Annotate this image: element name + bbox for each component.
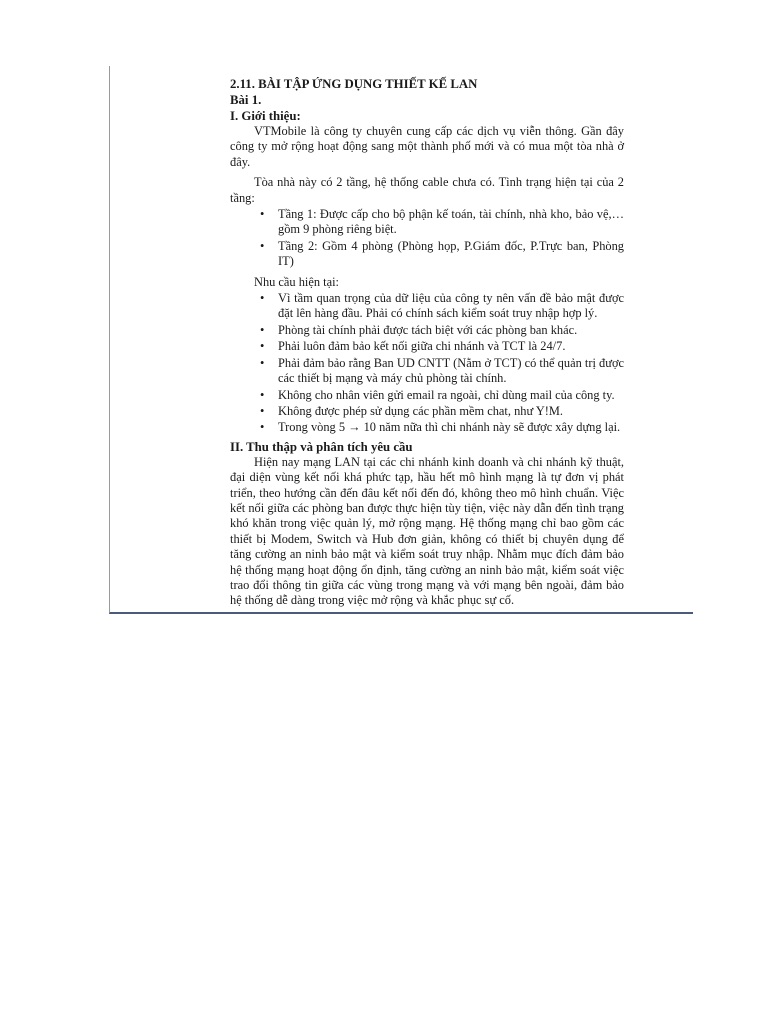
building-paragraph: Tòa nhà này có 2 tầng, hệ thống cable chưa có. Tình trạng hiện tại của 2 tầng: (230, 175, 624, 205)
list-item: • Tầng 2: Gồm 4 phòng (Phòng họp, P.Giám đốc, P.Trực ban, Phòng IT) (260, 238, 624, 269)
floor-list (230, 207, 624, 270)
bullet-icon: • (260, 207, 265, 222)
bullet-icon: • (260, 322, 265, 337)
bullet-icon: • (260, 339, 265, 354)
needs-label: Nhu cầu hiện tại: (254, 274, 339, 289)
list-item: • Trong vòng 5 → 10 năm nữa thì chi nhánh này sẽ được xây dựng lại. (260, 420, 621, 435)
needs-list (230, 291, 624, 436)
exercise-title: Bài 1. (230, 93, 262, 107)
section-heading: 2.11. BÀI TẬP ỨNG DỤNG THIẾT KẾ LAN (230, 77, 478, 91)
intro-title: I. Giới thiệu: (230, 109, 301, 123)
list-item: • Phòng tài chính phải được tách biệt với các phòng ban khác. (260, 322, 578, 337)
bullet-icon: • (260, 291, 265, 306)
list-item: • Không cho nhân viên gửi email ra ngoài, chỉ dùng mail của công ty. (260, 387, 615, 402)
bullet-icon: • (260, 387, 265, 402)
bullet-icon: • (260, 420, 265, 435)
list-item: • Không được phép sử dụng các phần mềm chat, như Y!M. (260, 403, 564, 418)
bullet-icon: • (260, 238, 265, 253)
list-item: • Tầng 1: Được cấp cho bộ phận kế toán, tài chính, nhà kho, bảo vệ,… gồm 9 phòng riêng biệt. (260, 207, 624, 237)
list-item: • Phải đảm bảo rằng Ban UD CNTT (Nằm ở TCT) có thể quản trị được các thiết bị mạng và máy chủ phòng tài chính. (260, 355, 624, 386)
bullet-icon: • (260, 355, 265, 370)
list-item: • Phải luôn đảm bảo kết nối giữa chi nhánh và TCT là 24/7. (260, 339, 566, 354)
intro-paragraph: VTMobile là công ty chuyên cung cấp các dịch vụ viễn thông. Gần đây công ty mở rộng hoạt động sang một thành phố mới và có mua một tòa nhà ở đây. (230, 124, 624, 169)
bullet-icon: • (260, 403, 265, 418)
list-item: • Vì tầm quan trọng của dữ liệu của công ty nên vấn đề bảo mật được đặt lên hàng đầu. Phải có chính sách kiểm soát truy nhập hợp lý. (260, 291, 624, 321)
document-content (230, 76, 624, 609)
analysis-paragraph: Hiện nay mạng LAN tại các chi nhánh kinh doanh và chi nhánh kỹ thuật, đại diện vùng kết nối khá phức tạp, hầu hết mô hình mạng là tự đơn vị phát triển, theo hướng cần đến đâu kết nối đến đó, không theo mô hình chuẩn. Việc kết nối giữa các phòng ban được thực hiện tùy tiện, việc này dẫn đến tình trạng khó khăn trong việc quản lý, mở rộng mạng. Hệ thống mạng chỉ bao gồm các thiết bị Modem, Switch và Hub đơn giản, không có thiết bị chuyên dụng để tăng cường an ninh bảo mật và kiểm soát truy nhập. Nhằm mục đích đảm bảo hệ thống mạng hoạt động ổn định, tăng cường an ninh bảo mật, kiểm soát việc trao đổi thông tin giữa các vùng trong mạng và với mạng bên ngoài, đảm bảo hệ thống dễ dàng trong việc mở rộng và khắc phục sự cố. (230, 454, 624, 608)
analysis-title: II. Thu thập và phân tích yêu cầu (230, 439, 413, 454)
